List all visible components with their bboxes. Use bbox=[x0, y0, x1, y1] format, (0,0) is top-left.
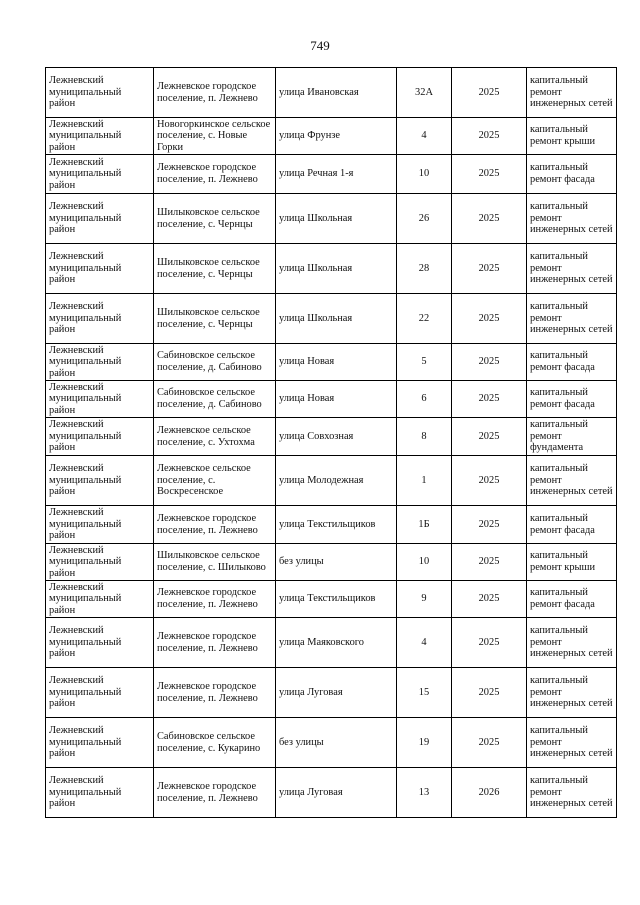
work-type-cell: капитальный ремонт фасада bbox=[527, 381, 617, 418]
street-cell: улица Текстильщиков bbox=[276, 581, 397, 618]
table-row bbox=[46, 68, 617, 118]
district-cell: Лежневский муниципальный район bbox=[46, 418, 154, 456]
housing-repair-table bbox=[45, 67, 617, 818]
house-cell: 4 bbox=[397, 118, 452, 155]
district-cell: Лежневский муниципальный район bbox=[46, 618, 154, 668]
table-row bbox=[46, 294, 617, 344]
district-cell: Лежневский муниципальный район bbox=[46, 68, 154, 118]
work-type-cell: капитальный ремонт фасада bbox=[527, 506, 617, 544]
year-cell: 2025 bbox=[452, 381, 527, 418]
work-type-cell: капитальный ремонт фасада bbox=[527, 344, 617, 381]
settlement-cell: Сабиновское сельское поселение, д. Сабиново bbox=[154, 381, 276, 418]
house-cell: 6 bbox=[397, 381, 452, 418]
street-cell: улица Совхозная bbox=[276, 418, 397, 456]
year-cell: 2025 bbox=[452, 418, 527, 456]
house-cell: 10 bbox=[397, 544, 452, 581]
year-cell: 2025 bbox=[452, 544, 527, 581]
table-row bbox=[46, 418, 617, 456]
house-cell: 8 bbox=[397, 418, 452, 456]
work-type-cell: капитальный ремонт инженерных сетей bbox=[527, 768, 617, 818]
district-cell: Лежневский муниципальный район bbox=[46, 581, 154, 618]
year-cell: 2025 bbox=[452, 118, 527, 155]
settlement-cell: Сабиновское сельское поселение, с. Кукарино bbox=[154, 718, 276, 768]
table-row bbox=[46, 118, 617, 155]
year-cell: 2025 bbox=[452, 618, 527, 668]
street-cell: улица Луговая bbox=[276, 768, 397, 818]
year-cell: 2025 bbox=[452, 194, 527, 244]
year-cell: 2025 bbox=[452, 244, 527, 294]
district-cell: Лежневский муниципальный район bbox=[46, 668, 154, 718]
house-cell: 22 bbox=[397, 294, 452, 344]
house-cell: 13 bbox=[397, 768, 452, 818]
table-row bbox=[46, 768, 617, 818]
settlement-cell: Лежневское городское поселение, п. Лежнево bbox=[154, 581, 276, 618]
settlement-cell: Новогоркинское сельское поселение, с. Новые Горки bbox=[154, 118, 276, 155]
work-type-cell: капитальный ремонт инженерных сетей bbox=[527, 68, 617, 118]
street-cell: улица Школьная bbox=[276, 294, 397, 344]
settlement-cell: Шилыковское сельское поселение, с. Чернцы bbox=[154, 244, 276, 294]
street-cell: улица Маяковского bbox=[276, 618, 397, 668]
table-row bbox=[46, 244, 617, 294]
street-cell: без улицы bbox=[276, 544, 397, 581]
district-cell: Лежневский муниципальный район bbox=[46, 718, 154, 768]
street-cell: улица Молодежная bbox=[276, 456, 397, 506]
street-cell: улица Новая bbox=[276, 381, 397, 418]
settlement-cell: Лежневское сельское поселение, с. Ухтохма bbox=[154, 418, 276, 456]
street-cell: улица Речная 1-я bbox=[276, 155, 397, 194]
year-cell: 2025 bbox=[452, 294, 527, 344]
street-cell: улица Текстильщиков bbox=[276, 506, 397, 544]
year-cell: 2025 bbox=[452, 456, 527, 506]
table-row bbox=[46, 506, 617, 544]
year-cell: 2026 bbox=[452, 768, 527, 818]
house-cell: 10 bbox=[397, 155, 452, 194]
street-cell: без улицы bbox=[276, 718, 397, 768]
work-type-cell: капитальный ремонт инженерных сетей bbox=[527, 718, 617, 768]
work-type-cell: капитальный ремонт инженерных сетей bbox=[527, 456, 617, 506]
district-cell: Лежневский муниципальный район bbox=[46, 294, 154, 344]
table-row bbox=[46, 668, 617, 718]
district-cell: Лежневский муниципальный район bbox=[46, 194, 154, 244]
street-cell: улица Ивановская bbox=[276, 68, 397, 118]
work-type-cell: капитальный ремонт фасада bbox=[527, 155, 617, 194]
work-type-cell: капитальный ремонт крыши bbox=[527, 118, 617, 155]
house-cell: 4 bbox=[397, 618, 452, 668]
settlement-cell: Лежневское городское поселение, п. Лежнево bbox=[154, 68, 276, 118]
table-row bbox=[46, 194, 617, 244]
year-cell: 2025 bbox=[452, 718, 527, 768]
work-type-cell: капитальный ремонт инженерных сетей bbox=[527, 618, 617, 668]
year-cell: 2025 bbox=[452, 668, 527, 718]
district-cell: Лежневский муниципальный район bbox=[46, 344, 154, 381]
year-cell: 2025 bbox=[452, 155, 527, 194]
street-cell: улица Фрунзе bbox=[276, 118, 397, 155]
work-type-cell: капитальный ремонт фасада bbox=[527, 581, 617, 618]
table-row bbox=[46, 381, 617, 418]
house-cell: 1Б bbox=[397, 506, 452, 544]
house-cell: 26 bbox=[397, 194, 452, 244]
house-cell: 1 bbox=[397, 456, 452, 506]
house-cell: 5 bbox=[397, 344, 452, 381]
settlement-cell: Лежневское городское поселение, п. Лежнево bbox=[154, 506, 276, 544]
page-number: 749 bbox=[310, 38, 330, 53]
district-cell: Лежневский муниципальный район bbox=[46, 381, 154, 418]
settlement-cell: Лежневское городское поселение, п. Лежнево bbox=[154, 155, 276, 194]
settlement-cell: Лежневское городское поселение, п. Лежнево bbox=[154, 768, 276, 818]
settlement-cell: Шилыковское сельское поселение, с. Чернцы bbox=[154, 194, 276, 244]
table-row bbox=[46, 581, 617, 618]
work-type-cell: капитальный ремонт инженерных сетей bbox=[527, 194, 617, 244]
district-cell: Лежневский муниципальный район bbox=[46, 118, 154, 155]
settlement-cell: Лежневское городское поселение, п. Лежнево bbox=[154, 668, 276, 718]
house-cell: 19 bbox=[397, 718, 452, 768]
street-cell: улица Луговая bbox=[276, 668, 397, 718]
street-cell: улица Новая bbox=[276, 344, 397, 381]
house-cell: 32А bbox=[397, 68, 452, 118]
district-cell: Лежневский муниципальный район bbox=[46, 244, 154, 294]
work-type-cell: капитальный ремонт инженерных сетей bbox=[527, 294, 617, 344]
settlement-cell: Сабиновское сельское поселение, д. Сабиново bbox=[154, 344, 276, 381]
settlement-cell: Шилыковское сельское поселение, с. Чернцы bbox=[154, 294, 276, 344]
year-cell: 2025 bbox=[452, 344, 527, 381]
work-type-cell: капитальный ремонт фундамента bbox=[527, 418, 617, 456]
year-cell: 2025 bbox=[452, 581, 527, 618]
settlement-cell: Шилыковское сельское поселение, с. Шилыково bbox=[154, 544, 276, 581]
settlement-cell: Лежневское сельское поселение, с. Воскресенское bbox=[154, 456, 276, 506]
district-cell: Лежневский муниципальный район bbox=[46, 544, 154, 581]
settlement-cell: Лежневское городское поселение, п. Лежнево bbox=[154, 618, 276, 668]
work-type-cell: капитальный ремонт инженерных сетей bbox=[527, 668, 617, 718]
house-cell: 9 bbox=[397, 581, 452, 618]
table-row bbox=[46, 344, 617, 381]
table-row bbox=[46, 456, 617, 506]
year-cell: 2025 bbox=[452, 506, 527, 544]
district-cell: Лежневский муниципальный район bbox=[46, 768, 154, 818]
house-cell: 28 bbox=[397, 244, 452, 294]
table-row bbox=[46, 544, 617, 581]
year-cell: 2025 bbox=[452, 68, 527, 118]
district-cell: Лежневский муниципальный район bbox=[46, 155, 154, 194]
table-row bbox=[46, 718, 617, 768]
house-cell: 15 bbox=[397, 668, 452, 718]
table-row bbox=[46, 618, 617, 668]
street-cell: улица Школьная bbox=[276, 194, 397, 244]
work-type-cell: капитальный ремонт инженерных сетей bbox=[527, 244, 617, 294]
work-type-cell: капитальный ремонт крыши bbox=[527, 544, 617, 581]
table-row bbox=[46, 155, 617, 194]
district-cell: Лежневский муниципальный район bbox=[46, 456, 154, 506]
street-cell: улица Школьная bbox=[276, 244, 397, 294]
district-cell: Лежневский муниципальный район bbox=[46, 506, 154, 544]
